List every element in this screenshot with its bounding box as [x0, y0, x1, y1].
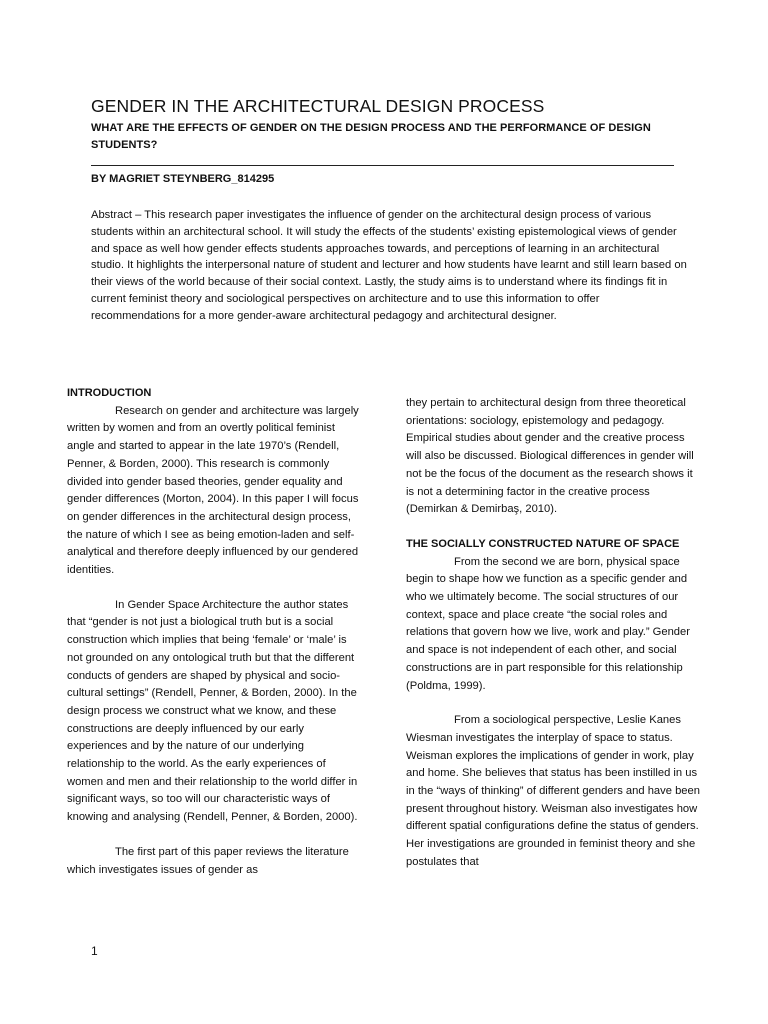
page-number: 1	[91, 944, 98, 958]
right-column	[406, 395, 701, 872]
body-paragraph: In Gender Space Architecture the author states that “gender is not just a biological truth but is a social construction which implies that being ‘female’ or ‘male’ is not grounded on any ontological truth but that the different conducts of genders are shaped by physical and socio-cultural settings” (Rendell, Penner, & Borden, 2000). In the design process we construct what we know, and these constructions are deeply influenced by our early experiences and by the nature of our underlying relationship to the world. As the early experiences of women and men and their relationship to the world differ in significant ways, so too will our characteristic ways of knowing and analysing (Rendell, Penner, & Borden, 2000).	[67, 598, 358, 824]
document-title: GENDER IN THE ARCHITECTURAL DESIGN PROCESS	[91, 96, 545, 116]
paragraph-gap	[406, 519, 701, 536]
body-paragraph: From the second we are born, physical space begin to shape how we function as a specific gender and who we ultimately become. The social structures of our context, space and place create “the social roles and relations that govern how we live, work and play.” Gender and space is not independent of each other, and social constructions are in part responsible for this relationship (Poldma, 1999).	[406, 555, 690, 692]
title-divider	[91, 165, 674, 166]
author-byline: BY MAGRIET STEYNBERG_814295	[91, 173, 275, 185]
paragraph-gap	[67, 580, 359, 597]
paragraph-gap	[67, 827, 359, 844]
section-heading-space: THE SOCIALLY CONSTRUCTED NATURE OF SPACE	[406, 537, 680, 550]
paragraph-gap	[406, 695, 701, 712]
abstract-paragraph: Abstract – This research paper investigates the influence of gender on the architectural design process of various students within an architectural school. It will study the effects of the students’ existing epistemological views of gender and space as well how gender effects students approaches towards, and perceptions of learning in an architectural studio. It highlights the interpersonal nature of student and lecturer and how students have learnt and still learn based on their views of the world because of their social context. Lastly, the study aims is to understand where its findings fit in current feminist theory and sociological perspectives on architecture and to use this information to offer recommendations for a more gender-aware architectural pedagogy and architectural designer.	[91, 209, 687, 322]
body-paragraph: The first part of this paper reviews the literature which investigates issues of gender as	[67, 845, 349, 876]
body-paragraph: Research on gender and architecture was largely written by women and from an overtly political feminist angle and started to appear in the late 1970’s (Rendell, Penner, & Borden, 2000). This research is commonly divided into gender based theories, gender equality and gender differences (Morton, 2004). In this paper I will focus on gender differences in the architectural design process, the nature of which I see as being emotion-laden and self-analytical and therefore deeply influenced by our gendered identities.	[67, 404, 359, 577]
body-paragraph: From a sociological perspective, Leslie Kanes Wiesman investigates the interplay of space to status. Weisman explores the implications of gender in work, play and home. She believes that status has been instilled in us in the “ways of thinking” of different genders and have been present throughout history. Weisman also investigates how different spatial configurations define the status of genders. Her investigations are grounded in feminist theory and she postulates that	[406, 714, 700, 868]
left-column	[67, 385, 359, 879]
document-subtitle: WHAT ARE THE EFFECTS OF GENDER ON THE DESIGN PROCESS AND THE PERFORMANCE OF DESIGN STUDENTS?	[91, 122, 651, 151]
section-heading-introduction: INTRODUCTION	[67, 387, 152, 399]
body-paragraph: they pertain to architectural design from three theoretical orientations: sociology, epistemology and pedagogy. Empirical studies about gender and the creative process will also be discussed. Biological differences in gender will not be the focus of the document as the research shows it is not a determining factor in the creative process (Demirkan & Demirbaş, 2010).	[406, 397, 694, 516]
